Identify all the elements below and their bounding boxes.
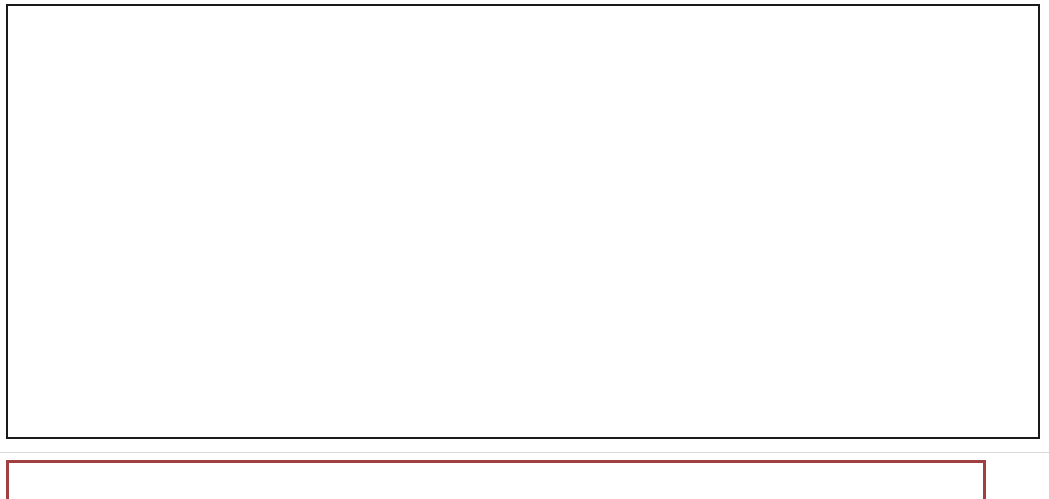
auction-notice bbox=[6, 4, 1040, 439]
notice-body bbox=[20, 36, 1026, 376]
next-notice-frame bbox=[6, 460, 986, 499]
divider bbox=[0, 452, 1049, 453]
